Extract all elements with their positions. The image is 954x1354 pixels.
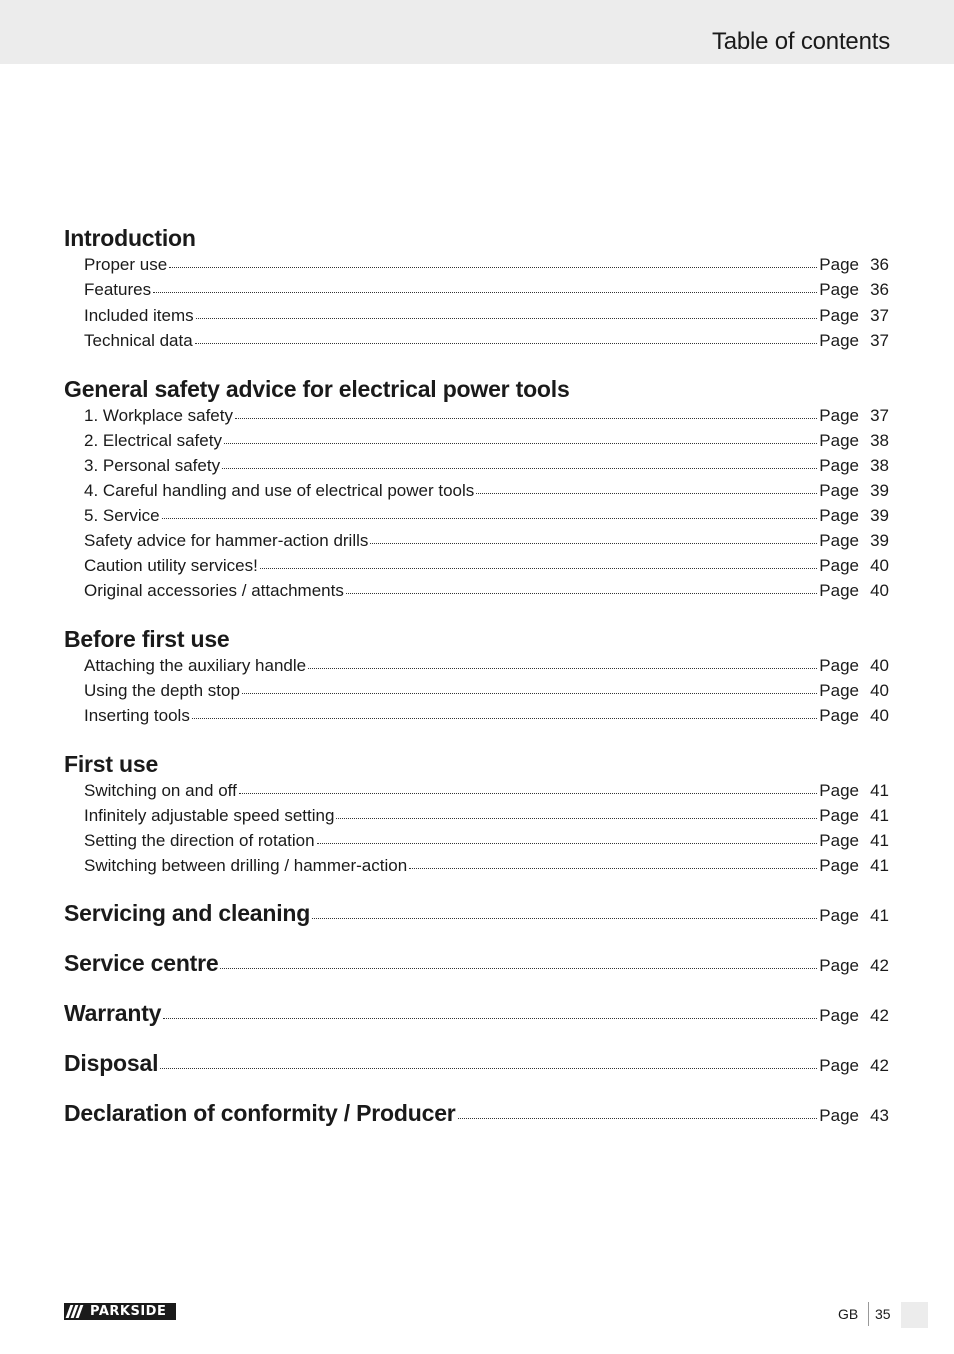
toc-entry[interactable] (84, 556, 889, 578)
toc-page-word: Page (819, 331, 859, 350)
section-title-first-use: First use (64, 751, 159, 777)
toc-page-number: 37 (870, 331, 889, 350)
toc-entry-label: Switching on and off (84, 781, 237, 800)
dot-leader (346, 593, 817, 594)
toc-page-word: Page (819, 531, 859, 550)
toc-page-word: Page (819, 806, 859, 825)
toc-entry[interactable] (84, 581, 889, 603)
toc-entry[interactable] (84, 280, 889, 302)
toc-page-number: 38 (870, 456, 889, 475)
toc-entry[interactable] (84, 706, 889, 728)
page-title: Table of contents (711, 28, 890, 55)
dot-leader (220, 968, 817, 969)
toc-entry[interactable] (84, 431, 889, 453)
toc-page-number: 36 (870, 280, 889, 299)
toc-entry-label: Caution utility services! (84, 556, 258, 575)
dot-leader (312, 918, 817, 919)
toc-page-number: 40 (870, 681, 889, 700)
toc-entry-label: 4. Careful handling and use of electrical power tools (84, 481, 475, 500)
toc-page-word: Page (819, 906, 859, 925)
toc-page-number: 37 (870, 306, 889, 325)
toc-entry[interactable] (84, 831, 889, 853)
dot-leader (317, 843, 818, 844)
dot-leader (336, 818, 817, 819)
toc-entry-label: Technical data (84, 331, 193, 350)
toc-entry-label: 2. Electrical safety (84, 431, 222, 450)
logo-stripes-icon (64, 1305, 86, 1318)
toc-entry-label: Proper use (84, 255, 168, 274)
toc-entry[interactable] (84, 456, 889, 478)
dot-leader (308, 668, 817, 669)
toc-page-word: Page (819, 581, 859, 600)
footer-divider (868, 1302, 869, 1326)
toc-page-word: Page (819, 481, 859, 500)
toc-entry[interactable] (84, 656, 889, 678)
dot-leader (235, 418, 817, 419)
toc-page-number: 41 (870, 856, 889, 875)
toc-page-word: Page (819, 831, 859, 850)
dot-leader (163, 1018, 817, 1019)
dot-leader (192, 718, 817, 719)
footer-language-code: GB (838, 1306, 859, 1322)
dot-leader (162, 518, 818, 519)
toc-entry-label: 1. Workplace safety (84, 406, 233, 425)
toc-page-number: 42 (870, 1056, 889, 1075)
dot-leader (458, 1118, 818, 1119)
toc-page-number: 37 (870, 406, 889, 425)
toc-page-number: 41 (870, 781, 889, 800)
dot-leader (153, 292, 817, 293)
toc-main-entry[interactable] (64, 1000, 889, 1030)
toc-page-word: Page (819, 1006, 859, 1025)
toc-entry[interactable] (84, 781, 889, 803)
toc-page-word: Page (819, 306, 859, 325)
toc-page-word: Page (819, 255, 859, 274)
toc-page-number: 40 (870, 656, 889, 675)
toc-page-number: 36 (870, 255, 889, 274)
footer-tab-box (901, 1302, 928, 1328)
toc-page-word: Page (819, 406, 859, 425)
dot-leader (160, 1068, 817, 1069)
toc-entry[interactable] (84, 806, 889, 828)
toc-entry-label: 5. Service (84, 506, 160, 525)
toc-entry-label: Inserting tools (84, 706, 190, 725)
toc-page-word: Page (819, 556, 859, 575)
toc-entry[interactable] (84, 406, 889, 428)
section-title-general-safety: General safety advice for electrical power tools (64, 376, 570, 402)
toc-page-word: Page (819, 506, 859, 525)
toc-entry-label: Original accessories / attachments (84, 581, 344, 600)
toc-entry-label: Attaching the auxiliary handle (84, 656, 307, 675)
toc-page-number: 40 (870, 581, 889, 600)
toc-main-entry[interactable] (64, 1100, 889, 1130)
toc-page-word: Page (819, 1056, 859, 1075)
toc-page-word: Page (819, 781, 859, 800)
dot-leader (169, 267, 817, 268)
toc-page-number: 41 (870, 906, 889, 925)
dot-leader (476, 493, 817, 494)
toc-page-number: 42 (870, 956, 889, 975)
toc-page-word: Page (819, 1106, 859, 1125)
toc-page-number: 40 (870, 706, 889, 725)
dot-leader (409, 868, 817, 869)
toc-page-number: 41 (870, 806, 889, 825)
toc-entry-label: Switching between drilling / hammer-action (84, 856, 408, 875)
section-title-before-first-use: Before first use (64, 626, 230, 652)
toc-page-number: 39 (870, 531, 889, 550)
toc-page-number: 39 (870, 481, 889, 500)
footer-page-number: 35 (875, 1306, 891, 1322)
toc-page-number: 42 (870, 1006, 889, 1025)
toc-page-word: Page (819, 656, 859, 675)
toc-page-number: 39 (870, 506, 889, 525)
dot-leader (239, 793, 818, 794)
dot-leader (224, 443, 817, 444)
dot-leader (242, 693, 817, 694)
dot-leader (196, 318, 818, 319)
toc-page-word: Page (819, 956, 859, 975)
toc-entry-label: Setting the direction of rotation (84, 831, 315, 850)
toc-page-word: Page (819, 431, 859, 450)
toc-main-entry[interactable] (64, 950, 889, 980)
toc-main-entry[interactable] (64, 900, 889, 930)
toc-page-word: Page (819, 681, 859, 700)
logo-brand-text: PARKSIDE (90, 1304, 167, 1319)
toc-page-word: Page (819, 456, 859, 475)
toc-page-number: 41 (870, 831, 889, 850)
toc-main-entry[interactable] (64, 1050, 889, 1080)
toc-entry[interactable] (84, 506, 889, 528)
dot-leader (260, 568, 817, 569)
toc-entry[interactable] (84, 856, 889, 878)
dot-leader (195, 343, 818, 344)
toc-entry[interactable] (84, 255, 889, 277)
dot-leader (370, 543, 817, 544)
toc-page-number: 38 (870, 431, 889, 450)
toc-entry[interactable] (84, 681, 889, 703)
toc-entry-label: Infinitely adjustable speed setting (84, 806, 335, 825)
toc-page-word: Page (819, 706, 859, 725)
toc-main-entry-label: Disposal (64, 1050, 159, 1076)
toc-page-number: 43 (870, 1106, 889, 1125)
toc-main-entry-label: Service centre (64, 950, 219, 976)
section-title-introduction: Introduction (64, 225, 196, 251)
toc-entry-label: Features (84, 280, 152, 299)
toc-entry-label: Using the depth stop (84, 681, 240, 700)
toc-entry-label: Included items (84, 306, 194, 325)
toc-page-number: 40 (870, 556, 889, 575)
toc-main-entry-label: Servicing and cleaning (64, 900, 311, 926)
toc-entry-label: 3. Personal safety (84, 456, 221, 475)
toc-entry[interactable] (84, 306, 889, 328)
parkside-logo (64, 1303, 176, 1320)
toc-main-entry-label: Declaration of conformity / Producer (64, 1100, 456, 1126)
toc-page-word: Page (819, 856, 859, 875)
toc-entry-label: Safety advice for hammer-action drills (84, 531, 369, 550)
toc-page-word: Page (819, 280, 859, 299)
dot-leader (222, 468, 817, 469)
toc-entry[interactable] (84, 531, 889, 553)
toc-main-entry-label: Warranty (64, 1000, 162, 1026)
toc-entry[interactable] (84, 331, 889, 353)
toc-entry[interactable] (84, 481, 889, 503)
